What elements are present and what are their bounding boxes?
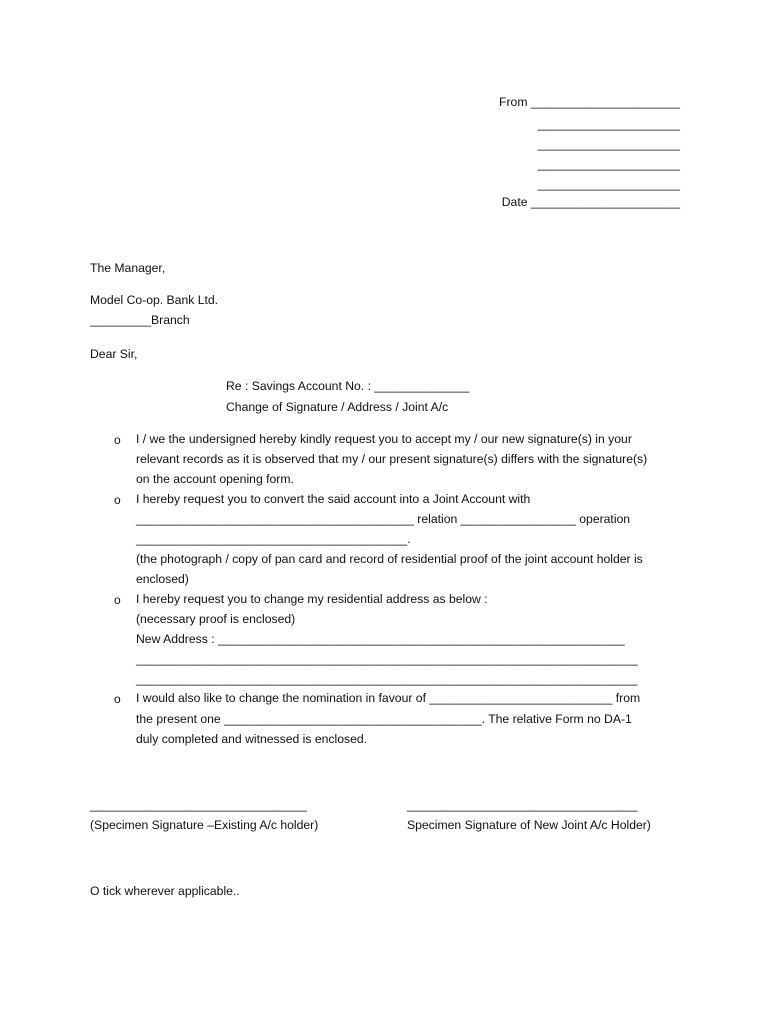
item-joint-line-1: I hereby request you to convert the said account into a Joint Account with xyxy=(136,492,531,506)
from-address-line-1: _____________________ xyxy=(537,117,680,131)
item-nomination-line-3: duly completed and witnessed is enclosed. xyxy=(136,732,368,746)
item-signature-line-2: relevant records as it is observed that my / our present signature(s) differs with the signature(s) xyxy=(136,452,648,466)
from-address-line-4: _____________________ xyxy=(537,177,680,191)
item-signature-line-3: on the account opening form. xyxy=(136,472,294,486)
bullet-address: o xyxy=(114,593,121,607)
item-address-line-5: __________________________________________________________________________ xyxy=(136,672,638,686)
date-line: Date ______________________ xyxy=(501,195,680,209)
recipient-bank: Model Co-op. Bank Ltd. xyxy=(90,293,219,307)
item-nomination-line-1: I would also like to change the nomination in favour of ___________________________ from xyxy=(136,691,641,705)
item-address-line-2: (necessary proof is enclosed) xyxy=(136,612,296,626)
item-signature-line-1: I / we the undersigned hereby kindly request you to accept my / our new signature(s) in your xyxy=(136,432,632,446)
from-address-line-2: _____________________ xyxy=(537,137,680,151)
item-joint-line-3: ________________________________________. xyxy=(136,532,411,546)
item-nomination-line-2: the present one ______________________________________. The relative Form no DA-1 xyxy=(136,712,632,726)
bullet-signature: o xyxy=(114,433,121,447)
bullet-joint: o xyxy=(114,493,121,507)
bullet-nomination: o xyxy=(114,692,121,706)
item-address-line-3: New Address : ____________________________________________________________ xyxy=(136,632,625,646)
item-joint-line-2: _________________________________________ relation _________________ operation xyxy=(136,512,631,526)
item-joint-line-4: (the photograph / copy of pan card and record of residential proof of the joint account holder is xyxy=(136,552,643,566)
from-line: From ______________________ xyxy=(499,95,680,109)
subject-change: Change of Signature / Address / Joint A/c xyxy=(226,400,449,414)
item-joint-line-5: enclosed) xyxy=(136,572,189,586)
tick-note: O tick wherever applicable.. xyxy=(90,884,240,898)
recipient-branch: _________Branch xyxy=(90,313,190,327)
from-address-line-3: _____________________ xyxy=(537,157,680,171)
existing-signature-label: (Specimen Signature –Existing A/c holder) xyxy=(90,818,319,832)
subject-account-no: Re : Savings Account No. : ______________ xyxy=(226,379,470,393)
new-signature-label: Specimen Signature of New Joint A/c Holder) xyxy=(407,818,651,832)
new-signature-line: __________________________________ xyxy=(407,798,638,812)
recipient-title: The Manager, xyxy=(90,261,166,275)
item-address-line-1: I hereby request you to change my residential address as below : xyxy=(136,592,488,606)
salutation: Dear Sir, xyxy=(90,347,138,361)
item-address-line-4: __________________________________________________________________________ xyxy=(136,652,638,666)
existing-signature-line: ________________________________ xyxy=(90,798,307,812)
